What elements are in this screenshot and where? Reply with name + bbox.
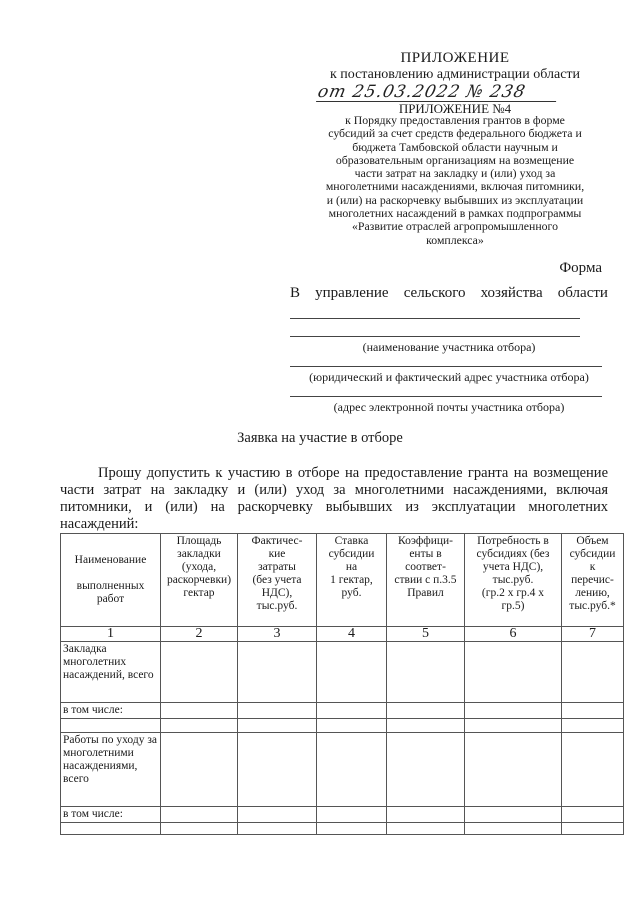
subsidy-table	[60, 533, 624, 835]
table-cell[interactable]	[465, 719, 562, 733]
table-cell[interactable]	[317, 703, 387, 719]
table-cell[interactable]	[161, 719, 238, 733]
resolution-reference: к постановлению администрации области	[329, 67, 581, 82]
table-cell[interactable]	[317, 719, 387, 733]
table-cell[interactable]	[161, 807, 238, 823]
table-cell[interactable]	[161, 642, 238, 703]
request-paragraph: Прошу допустить к участию в отборе на предоставление гранта на возмещение части затрат на закладку и (или) уход за многолетними насаждениями, включая питомники, и (или) на раскорчевку выбывших из эксплуатации многолетних насаждений:	[60, 465, 608, 532]
caption-participant-email: (адрес электронной почты участника отбора)	[333, 400, 565, 414]
header-actual-costs: Фактичес- кие затраты (без учета НДС), тыс.руб.	[238, 534, 317, 627]
header-subsidy-need: Потребность в субсидиях (без учета НДС), тыс.руб. (гр.2 x гр.4 x гр.5)	[465, 534, 562, 627]
fill-line-address[interactable]	[290, 366, 602, 367]
table-cell[interactable]	[161, 733, 238, 807]
table-cell[interactable]	[465, 823, 562, 835]
table-cell[interactable]	[317, 642, 387, 703]
table-cell[interactable]	[238, 807, 317, 823]
appendix4-line: многолетними насаждениями, включая питомники,	[325, 179, 585, 194]
appendix4-line: части затрат на закладку и (или) уход за	[354, 166, 556, 181]
table-cell[interactable]	[387, 823, 465, 835]
table-cell[interactable]	[562, 807, 624, 823]
row-label: в том числе:	[61, 703, 161, 719]
table-cell[interactable]	[562, 823, 624, 835]
table-cell[interactable]	[387, 642, 465, 703]
table-cell[interactable]	[238, 642, 317, 703]
table-cell[interactable]	[61, 823, 161, 835]
addressee-word: управление	[315, 285, 389, 301]
column-number-row	[61, 627, 624, 642]
fill-line-email[interactable]	[290, 396, 602, 397]
column-number: 1	[61, 627, 161, 642]
column-number: 5	[387, 627, 465, 642]
table-cell[interactable]	[562, 719, 624, 733]
table-cell[interactable]	[161, 823, 238, 835]
appendix4-line: «Развитие отраслей агропромышленного	[351, 219, 558, 234]
application-title: Заявка на участие в отборе	[237, 430, 403, 446]
form-label: Форма	[559, 260, 602, 276]
table-cell[interactable]	[387, 807, 465, 823]
addressee-word: сельского	[403, 285, 466, 301]
addressee	[290, 285, 608, 302]
table-cell[interactable]	[317, 823, 387, 835]
header-area: Площадь закладки (ухода, раскорчевки) гектар	[161, 534, 238, 627]
appendix4-title: ПРИЛОЖЕНИЕ №4	[398, 101, 512, 116]
addressee-word: области	[557, 285, 608, 301]
table-row-blank	[61, 823, 624, 835]
table-row-blank	[61, 719, 624, 733]
header-subsidy-volume: Объем субсидии к перечис- лению, тыс.руб.*	[562, 534, 624, 627]
appendix4-line: субсидий за счет средств федерального бюджета и	[328, 126, 582, 141]
appendix4-line: комплекса»	[426, 232, 484, 247]
table-row-including	[61, 703, 624, 719]
handwritten-date-number: от 25.03.2022 № 238	[316, 83, 560, 102]
addressee-word: хозяйства	[480, 285, 543, 301]
appendix4-line: к Порядку предоставления грантов в форме	[345, 113, 565, 127]
table-header-row	[61, 534, 624, 627]
table-row-including	[61, 807, 624, 823]
appendix4-line: и (или) на раскорчевку выбывших из эксплуатации	[326, 192, 584, 207]
appendix-title: ПРИЛОЖЕНИЕ	[400, 50, 510, 66]
row-label: Закладка многолетних насаждений, всего	[61, 642, 161, 703]
table-cell[interactable]	[387, 703, 465, 719]
caption-participant-name: (наименование участника отбора)	[362, 340, 536, 354]
table-cell[interactable]	[562, 703, 624, 719]
header-rate: Ставка субсидии на 1 гектар, руб.	[317, 534, 387, 627]
table-row-care	[61, 733, 624, 807]
table-cell[interactable]	[238, 703, 317, 719]
column-number: 4	[317, 627, 387, 642]
appendix4-line: бюджета Тамбовской области научным и	[352, 139, 558, 154]
table-cell[interactable]	[465, 807, 562, 823]
table-row-planting	[61, 642, 624, 703]
header-work-name: Наименование выполненных работ	[61, 534, 161, 627]
table-cell[interactable]	[238, 719, 317, 733]
row-label: в том числе:	[61, 807, 161, 823]
appendix4-description	[300, 114, 610, 247]
appendix4-line: многолетних насаждений в рамках подпрограммы	[328, 206, 582, 221]
table-cell[interactable]	[238, 823, 317, 835]
table-cell[interactable]	[387, 719, 465, 733]
column-number: 6	[465, 627, 562, 642]
table-cell[interactable]	[317, 733, 387, 807]
table-cell[interactable]	[317, 807, 387, 823]
table-cell[interactable]	[387, 733, 465, 807]
column-number: 2	[161, 627, 238, 642]
table-cell[interactable]	[465, 703, 562, 719]
table-cell[interactable]	[161, 703, 238, 719]
table-cell[interactable]	[465, 733, 562, 807]
table-cell[interactable]	[465, 642, 562, 703]
header-coefficients: Коэффици- енты в соответ- ствии с п.3.5 Правил	[387, 534, 465, 627]
table-cell[interactable]	[562, 733, 624, 807]
table-cell[interactable]	[61, 719, 161, 733]
appendix4-line: образовательным организациям на возмещение	[335, 152, 575, 167]
fill-line-name-1[interactable]	[290, 318, 580, 319]
caption-participant-address: (юридический и фактический адрес участника отбора)	[309, 370, 589, 384]
column-number: 7	[562, 627, 624, 642]
column-number: 3	[238, 627, 317, 642]
fill-line-name-2[interactable]	[290, 336, 580, 337]
table-cell[interactable]	[238, 733, 317, 807]
table-cell[interactable]	[562, 642, 624, 703]
row-label: Работы по уходу за многолетними насаждениями, всего	[61, 733, 161, 807]
addressee-word: В	[290, 285, 301, 301]
